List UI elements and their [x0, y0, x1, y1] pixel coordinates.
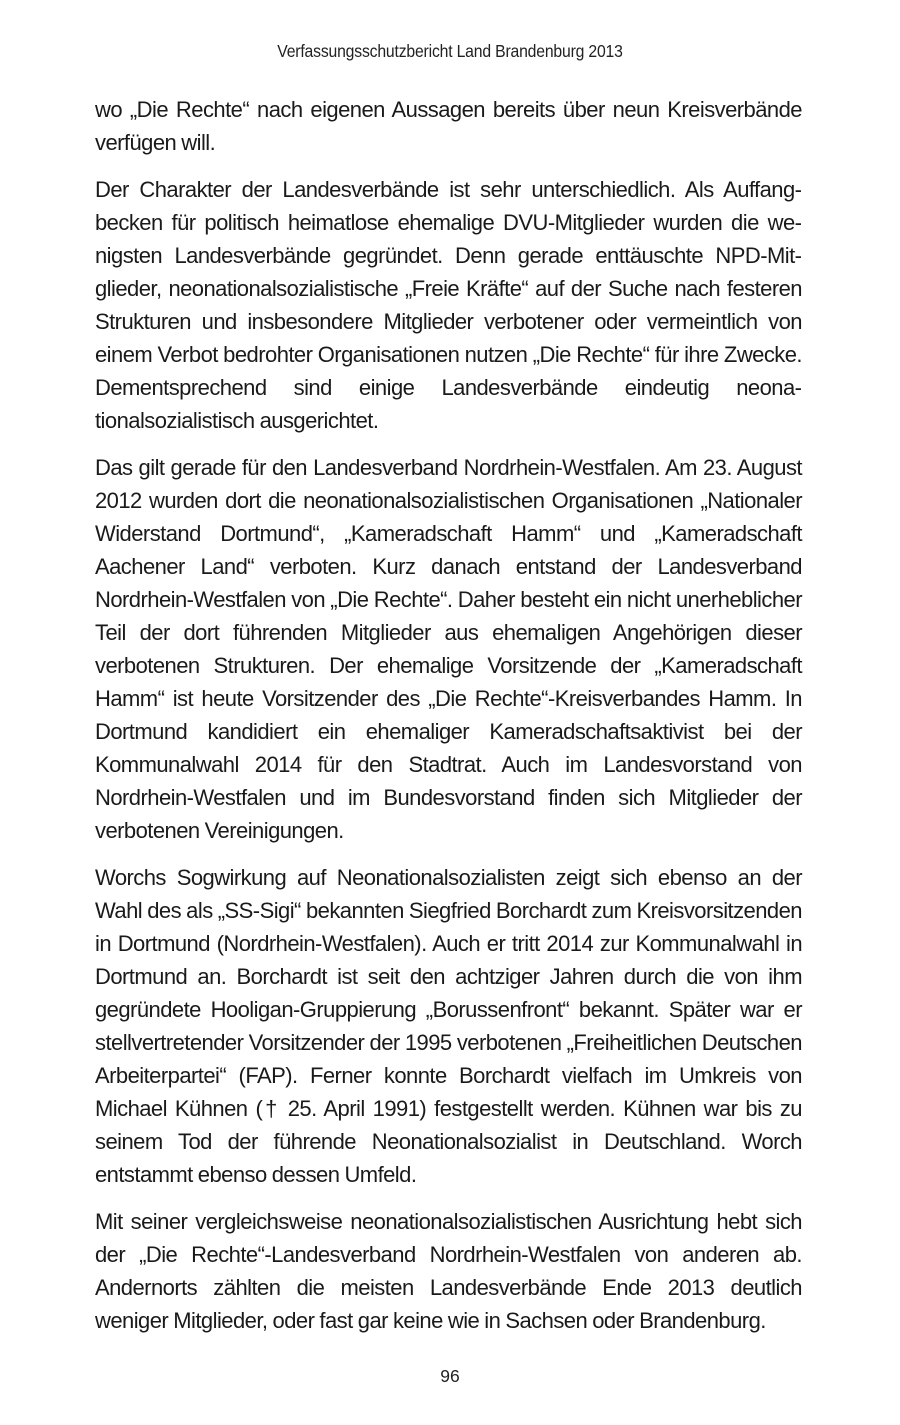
running-header: Verfassungsschutzbericht Land Brandenburg 2013 [277, 41, 623, 61]
paragraph-1: wo „Die Rechte“ nach eigenen Aussagen bereits über neun Kreisverbände verfügen will. [95, 97, 802, 155]
paragraph-4: Worchs Sogwirkung auf Neonationalsozialisten zeigt sich ebenso an der Wahl des als „SS-Sigi“ bekannten Siegfried Borchardt zum Kreisvorsitzenden in Dortmund (Nordrhein-Westfalen). Auch er tritt 2014 zur Kommunalwahl in Dortmund an. Borchardt ist seit den achtziger Jahren durch die von ihm gegründete Hooligan-Gruppierung „Borussenfront“ bekannt. Später war er stellvertretender Vorsitzender der 1995 verbotenen „Freiheitlichen Deutschen Arbeiterpartei“ (FAP). Ferner konnte Borchardt vielfach im Umkreis von Michael Kühnen († 25. April 1991) festgestellt werden. Kühnen war bis zu seinem Tod der führende Neonationalsozialist in Deutschland. Worch entstammt ebenso dessen Umfeld. [95, 865, 802, 1187]
paragraph-2: Der Charakter der Landesverbände ist sehr unterschiedlich. Als Auffangbecken für politisch heimatlose ehemalige DVU-Mitglieder wurden die wenigsten Landesverbände gegründet. Denn gerade enttäuschte NPD-Mitglieder, neonationalsozialistische „Freie Kräfte“ auf der Suche nach festeren Strukturen und insbesondere Mitglieder verbotener oder vermeintlich von einem Verbot bedrohter Organisationen nutzen „Die Rechte“ für ihre Zwecke. Dementsprechend sind einige Landesverbände eindeutig neonationalsozialistisch ausgerichtet. [95, 177, 802, 433]
body-text [95, 93, 802, 1351]
page-number: 96 [440, 1366, 460, 1386]
paragraph-5: Mit seiner vergleichsweise neonationalsozialistischen Ausrichtung hebt sich der „Die Rechte“-Landesverband Nordrhein-Westfalen von anderen ab. Andernorts zählten die meisten Landesverbände Ende 2013 deutlich weniger Mitglieder, oder fast gar keine wie in Sachsen oder Brandenburg. [95, 1209, 802, 1333]
paragraph-3: Das gilt gerade für den Landesverband Nordrhein-Westfalen. Am 23. August 2012 wurden dort die neonationalsozialistischen Organisationen „Nationaler Widerstand Dortmund“, „Kameradschaft Hamm“ und „Kameradschaft Aachener Land“ verboten. Kurz danach entstand der Landesverband Nordrhein-Westfalen von „Die Rechte“. Daher besteht ein nicht unerheblicher Teil der dort führenden Mitglieder aus ehemaligen Angehörigen dieser verbotenen Strukturen. Der ehemalige Vorsitzende der „Kameradschaft Hamm“ ist heute Vorsitzender des „Die Rechte“-Kreisverbandes Hamm. In Dortmund kandidiert ein ehemaliger Kameradschaftsaktivist bei der Kommunalwahl 2014 für den Stadtrat. Auch im Landesvorstand von Nordrhein-Westfalen und im Bundesvorstand finden sich Mitglieder der verbotenen Vereinigungen. [95, 455, 802, 843]
